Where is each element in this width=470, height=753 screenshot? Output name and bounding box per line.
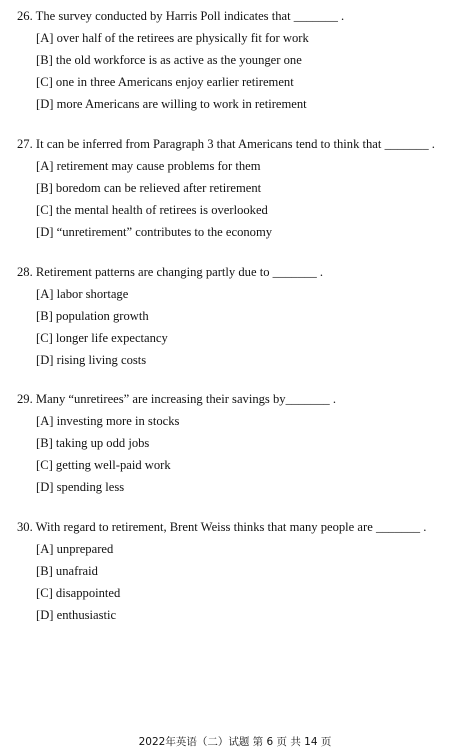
option-c: [C] one in three Americans enjoy earlier retirement xyxy=(36,75,294,89)
answer-blank: _______ xyxy=(272,265,317,279)
option-b: [B] population growth xyxy=(36,309,149,323)
option-d: [D] enthusiastic xyxy=(36,608,117,622)
page-footer: 2022年英语（二）试题 第 6 页 共 14 页 xyxy=(138,736,332,748)
answer-blank: _______ xyxy=(375,520,421,534)
answer-blank: _______ xyxy=(285,392,330,406)
option-c: [C] the mental health of retirees is overlooked xyxy=(36,203,268,217)
option-c: [C] longer life expectancy xyxy=(36,331,168,345)
option-b: [B] taking up odd jobs xyxy=(36,436,150,450)
question-stem: 29. Many “unretirees” are increasing their savings by_______ . xyxy=(17,392,336,406)
option-d: [D] “unretirement” contributes to the economy xyxy=(36,225,273,239)
option-a: [A] retirement may cause problems for them xyxy=(36,159,261,173)
question-stem: 28. Retirement patterns are changing partly due to _______ . xyxy=(17,265,324,279)
answer-blank: _______ xyxy=(293,9,338,23)
option-a: [A] unprepared xyxy=(36,542,114,556)
option-d: [D] rising living costs xyxy=(36,353,147,367)
option-b: [B] boredom can be relieved after retirement xyxy=(36,181,262,195)
option-d: [D] spending less xyxy=(36,480,125,494)
question-stem: 27. It can be inferred from Paragraph 3 that Americans tend to think that _______ . xyxy=(17,137,435,151)
option-a: [A] labor shortage xyxy=(36,287,129,301)
option-b: [B] unafraid xyxy=(36,564,98,578)
option-c: [C] getting well-paid work xyxy=(36,458,171,472)
option-a: [A] over half of the retirees are physically fit for work xyxy=(36,31,309,45)
option-a: [A] investing more in stocks xyxy=(36,414,180,428)
option-d: [D] more Americans are willing to work in retirement xyxy=(36,97,307,111)
question-stem: 30. With regard to retirement, Brent Weiss thinks that many people are _______ . xyxy=(17,520,427,534)
option-c: [C] disappointed xyxy=(36,586,121,600)
question-stem: 26. The survey conducted by Harris Poll indicates that _______ . xyxy=(17,9,345,23)
option-b: [B] the old workforce is as active as the younger one xyxy=(36,53,302,67)
answer-blank: _______ xyxy=(384,137,429,151)
